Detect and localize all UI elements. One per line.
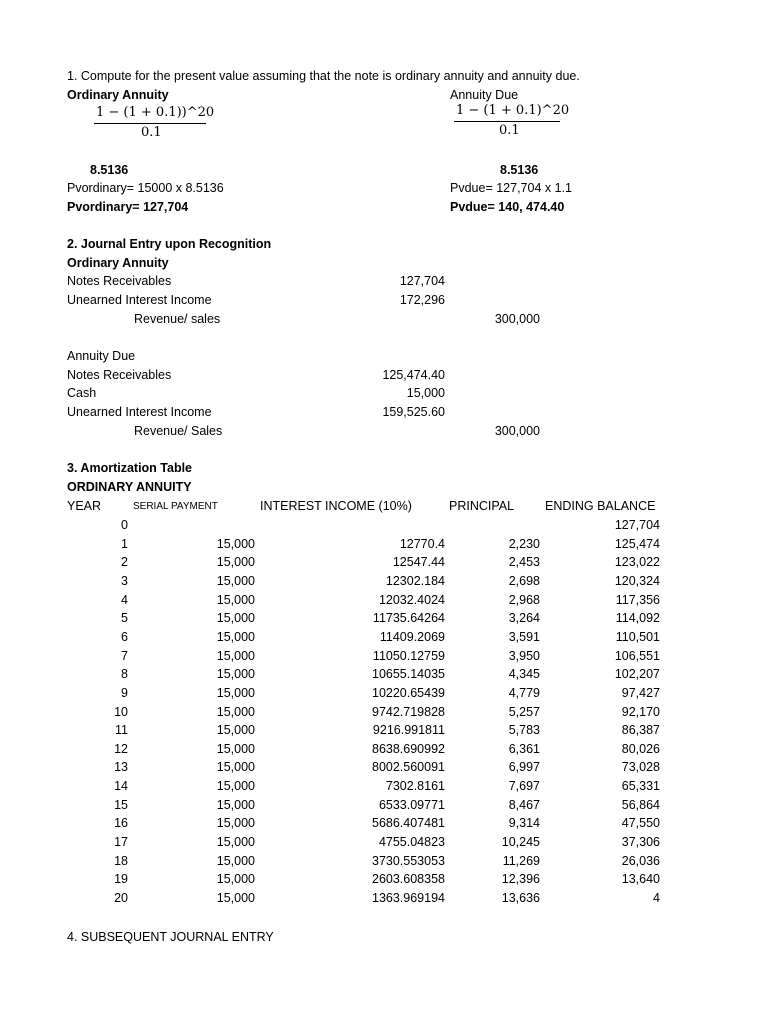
cell-interest-income: 12547.44	[392, 555, 445, 570]
cell-principal: 2,698	[508, 573, 540, 588]
cell-ending-balance: 80,026	[621, 741, 660, 756]
journal-debit: 15,000	[406, 386, 445, 400]
cell-ending-balance: 47,550	[621, 816, 660, 831]
due-formula-numerator: 1 − (1 + 0.1)^20	[456, 103, 570, 118]
cell-principal: 3,591	[508, 629, 540, 644]
table-row	[0, 594, 768, 612]
cell-interest-income: 7302.8161	[385, 779, 445, 794]
q3-subheading: ORDINARY ANNUITY	[67, 480, 192, 494]
cell-year: 2	[121, 555, 128, 570]
cell-serial-payment: 15,000	[216, 760, 255, 775]
cell-interest-income: 3730.553053	[372, 853, 445, 868]
cell-principal: 2,968	[508, 592, 540, 607]
cell-interest-income: 1363.969194	[372, 891, 445, 905]
column-header-interest-income: INTEREST INCOME (10%)	[260, 499, 412, 513]
journal-account: Revenue/ sales	[134, 312, 221, 326]
journal-account: Unearned Interest Income	[67, 405, 212, 419]
cell-year: 6	[121, 629, 128, 644]
cell-principal: 6,997	[508, 760, 540, 775]
cell-serial-payment: 15,000	[216, 592, 255, 607]
cell-principal: 9,314	[508, 816, 540, 831]
ordinary-pv-result: Pvordinary= 127,704	[67, 200, 189, 214]
cell-principal: 5,783	[508, 723, 540, 738]
cell-ending-balance: 65,331	[621, 779, 660, 794]
cell-interest-income: 8638.690992	[372, 741, 445, 756]
table-row	[0, 780, 768, 798]
cell-principal: 12,396	[501, 872, 540, 887]
cell-year: 19	[114, 872, 128, 887]
cell-ending-balance: 117,356	[615, 592, 660, 607]
cell-principal: 4,779	[508, 685, 540, 700]
cell-principal: 4,345	[508, 667, 540, 682]
cell-ending-balance: 56,864	[621, 797, 660, 812]
cell-principal: 11,269	[502, 853, 540, 868]
journal-debit: 172,296	[399, 293, 445, 307]
cell-interest-income: 10655.14035	[372, 667, 445, 682]
journal-debit: 127,704	[399, 274, 445, 288]
q2-due-label: Annuity Due	[67, 349, 136, 363]
cell-serial-payment: 15,000	[216, 536, 255, 551]
ordinary-fraction-bar	[94, 123, 206, 124]
cell-serial-payment: 15,000	[216, 555, 255, 570]
cell-year: 7	[121, 648, 128, 663]
cell-year: 0	[121, 518, 128, 532]
table-row	[0, 575, 768, 593]
cell-year: 11	[115, 723, 128, 738]
due-pv-calc: Pvdue= 127,704 x 1.1	[450, 181, 572, 195]
column-header-serial-payment: SERIAL PAYMENT	[133, 501, 218, 512]
cell-year: 20	[114, 891, 128, 905]
cell-interest-income: 9216.991811	[372, 723, 445, 738]
q4-heading: 4. SUBSEQUENT JOURNAL ENTRY	[67, 930, 274, 944]
cell-year: 10	[114, 704, 128, 719]
cell-principal: 10,245	[501, 835, 540, 850]
table-row	[0, 687, 768, 705]
journal-credit: 300,000	[494, 424, 540, 438]
cell-serial-payment: 15,000	[216, 872, 255, 887]
cell-serial-payment: 15,000	[216, 704, 255, 719]
cell-ending-balance: 92,170	[621, 704, 660, 719]
table-row	[0, 761, 768, 779]
cell-serial-payment: 15,000	[216, 648, 255, 663]
cell-serial-payment: 15,000	[216, 573, 255, 588]
cell-interest-income: 11050.12759	[372, 648, 445, 663]
cell-interest-income: 12770.4	[399, 536, 445, 551]
cell-interest-income: 5686.407481	[372, 816, 445, 831]
cell-ending-balance: 97,427	[621, 685, 660, 700]
table-row	[0, 556, 768, 574]
q3-heading: 3. Amortization Table	[67, 461, 193, 475]
cell-ending-balance: 110,501	[615, 629, 660, 644]
ordinary-formula-numerator: 1 − (1 + 0.1))^20	[96, 105, 215, 120]
table-row	[0, 799, 768, 817]
table-row	[0, 855, 768, 873]
cell-interest-income: 12032.4024	[378, 592, 445, 607]
column-header-ending-balance: ENDING BALANCE	[545, 499, 656, 513]
cell-interest-income: 8002.560091	[372, 760, 445, 775]
cell-year: 12	[114, 741, 128, 756]
q2-heading: 2. Journal Entry upon Recognition	[67, 237, 272, 251]
cell-serial-payment: 15,000	[216, 629, 255, 644]
ordinary-factor: 8.5136	[90, 163, 129, 177]
cell-serial-payment: 15,000	[216, 816, 255, 831]
cell-interest-income: 2603.608358	[372, 872, 445, 887]
cell-ending-balance: 37,306	[621, 835, 660, 850]
cell-interest-income: 11735.64264	[372, 611, 445, 626]
cell-serial-payment: 15,000	[216, 835, 255, 850]
cell-ending-balance: 114,092	[615, 611, 660, 626]
journal-credit: 300,000	[494, 312, 540, 326]
cell-interest-income: 6533.09771	[378, 797, 445, 812]
cell-year: 8	[121, 667, 128, 682]
cell-serial-payment: 15,000	[216, 667, 255, 682]
journal-account: Notes Receivables	[67, 274, 172, 288]
cell-year: 9	[121, 685, 128, 700]
journal-debit: 159,525.60	[382, 405, 445, 419]
cell-ending-balance: 102,207	[614, 667, 660, 682]
table-row	[0, 631, 768, 649]
cell-serial-payment: 15,000	[216, 891, 255, 905]
cell-interest-income: 9742.719828	[372, 704, 445, 719]
cell-year: 13	[114, 760, 128, 775]
due-formula-denominator: 0.1	[499, 123, 520, 138]
cell-ending-balance: 73,028	[621, 760, 660, 775]
ordinary-annuity-label: Ordinary Annuity	[67, 88, 169, 102]
table-row	[0, 743, 768, 761]
cell-serial-payment: 15,000	[216, 741, 255, 756]
journal-account: Notes Receivables	[67, 368, 172, 382]
cell-serial-payment: 15,000	[216, 779, 255, 794]
table-row	[0, 668, 768, 686]
annuity-due-label: Annuity Due	[450, 88, 519, 102]
cell-ending-balance: 86,387	[621, 723, 660, 738]
table-row	[0, 892, 768, 910]
table-row	[0, 706, 768, 724]
cell-ending-balance: 120,324	[614, 573, 660, 588]
table-row	[0, 724, 768, 742]
cell-interest-income: 10220.65439	[372, 685, 445, 700]
cell-ending-balance: 123,022	[614, 555, 660, 570]
cell-interest-income: 4755.04823	[378, 835, 445, 850]
journal-account: Cash	[67, 386, 97, 400]
journal-account: Revenue/ Sales	[134, 424, 223, 438]
cell-interest-income: 12302.184	[385, 573, 445, 588]
cell-ending-balance: 125,474	[614, 536, 660, 551]
cell-serial-payment: 15,000	[216, 611, 255, 626]
cell-year: 15	[114, 797, 128, 812]
due-pv-result: Pvdue= 140, 474.40	[450, 200, 565, 214]
cell-year: 14	[114, 779, 128, 794]
cell-principal: 13,636	[501, 891, 540, 905]
cell-year: 5	[121, 611, 128, 626]
cell-principal: 3,950	[508, 648, 540, 663]
table-row	[0, 519, 768, 537]
cell-principal: 5,257	[508, 704, 540, 719]
cell-year: 18	[114, 853, 128, 868]
cell-year: 3	[121, 573, 128, 588]
cell-serial-payment: 15,000	[216, 685, 255, 700]
ordinary-pv-calc: Pvordinary= 15000 x 8.5136	[67, 181, 224, 195]
cell-principal: 6,361	[508, 741, 540, 756]
cell-ending-balance: 13,640	[621, 872, 660, 887]
q2-ordinary-label: Ordinary Annuity	[67, 256, 169, 270]
ordinary-formula-denominator: 0.1	[141, 125, 162, 140]
table-row	[0, 873, 768, 891]
cell-serial-payment: 15,000	[216, 853, 255, 868]
table-row	[0, 836, 768, 854]
cell-principal: 2,230	[508, 536, 540, 551]
cell-year: 16	[114, 816, 128, 831]
table-row	[0, 538, 768, 556]
cell-ending-balance: 26,036	[621, 853, 660, 868]
table-row	[0, 817, 768, 835]
column-header-year: YEAR	[67, 499, 102, 513]
table-row	[0, 612, 768, 630]
table-row	[0, 650, 768, 668]
q1-heading: 1. Compute for the present value assuming that the note is ordinary annuity and annuity due.	[67, 69, 580, 83]
due-factor: 8.5136	[500, 163, 539, 177]
cell-ending-balance: 127,704	[614, 518, 660, 532]
journal-debit: 125,474.40	[382, 368, 445, 382]
cell-principal: 7,697	[508, 779, 540, 794]
cell-year: 17	[114, 835, 128, 850]
cell-ending-balance: 106,551	[614, 648, 660, 663]
cell-year: 1	[121, 536, 128, 551]
cell-serial-payment: 15,000	[216, 723, 255, 738]
due-fraction-bar	[454, 121, 560, 122]
cell-year: 4	[121, 592, 128, 607]
cell-ending-balance: 4	[653, 891, 660, 905]
cell-principal: 2,453	[508, 555, 540, 570]
cell-serial-payment: 15,000	[216, 797, 255, 812]
cell-principal: 8,467	[508, 797, 540, 812]
journal-account: Unearned Interest Income	[67, 293, 212, 307]
cell-principal: 3,264	[508, 611, 540, 626]
cell-interest-income: 11409.2069	[379, 629, 445, 644]
column-header-principal: PRINCIPAL	[449, 499, 515, 513]
